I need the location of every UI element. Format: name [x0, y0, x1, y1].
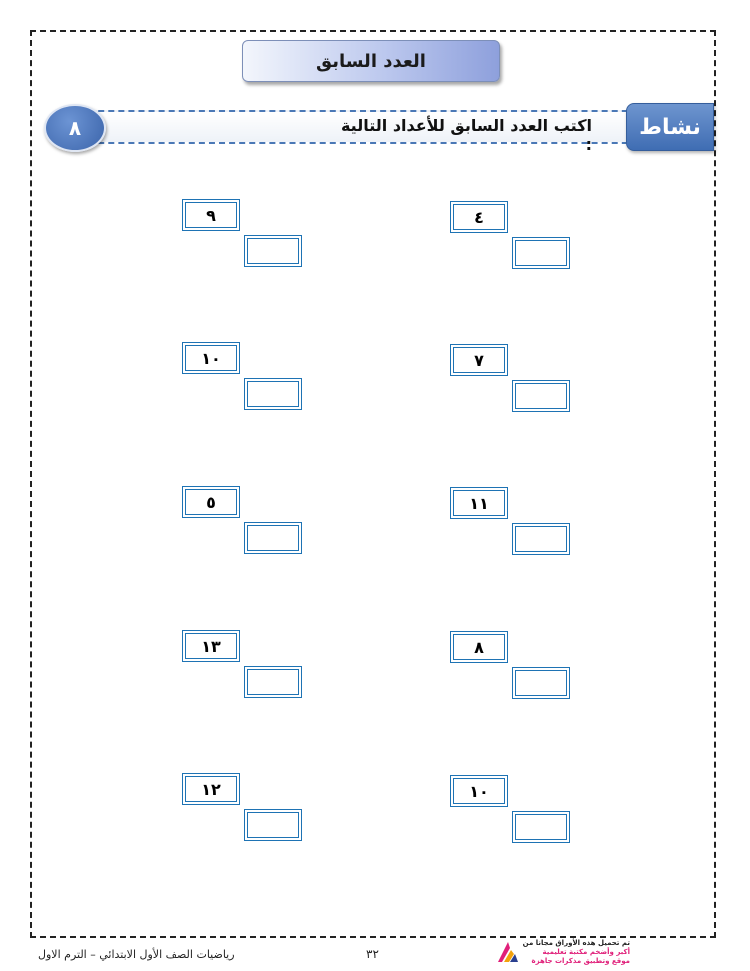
given-number-box [182, 630, 240, 662]
given-number-box [182, 486, 240, 518]
answer-box[interactable] [244, 666, 302, 698]
publisher-logo-icon [498, 940, 518, 964]
answer-box[interactable] [512, 811, 570, 843]
exercise-item [450, 487, 578, 557]
given-number-box [182, 773, 240, 805]
exercise-item [450, 344, 578, 414]
given-number-box [450, 775, 508, 807]
given-number: ١٠ [469, 781, 489, 801]
exercise-item [450, 775, 578, 845]
answer-box[interactable] [244, 378, 302, 410]
given-number: ١١ [469, 493, 489, 513]
given-number: ١٢ [201, 779, 221, 799]
publisher-logo-text [518, 939, 630, 966]
activity-tab: نشاط [626, 103, 714, 151]
given-number-box [182, 342, 240, 374]
page-number: ٣٢ [366, 947, 379, 961]
answer-box[interactable] [512, 237, 570, 269]
given-number: ٧ [474, 350, 484, 370]
instruction-text: اكتب العدد السابق للأعداد التالية : [340, 116, 592, 154]
given-number: ٩ [206, 205, 216, 225]
exercise-item [182, 199, 310, 269]
page-border [30, 30, 716, 938]
answer-box[interactable] [512, 667, 570, 699]
logo-line: موقع وتطبيق مذكرات جاهزة [531, 957, 630, 965]
footer-subject: رياضيات الصف الأول الابتدائي – الترم الاول [38, 948, 235, 961]
answer-box[interactable] [512, 380, 570, 412]
answer-box[interactable] [244, 522, 302, 554]
exercise-item [182, 773, 310, 843]
answer-box[interactable] [244, 235, 302, 267]
exercise-item [450, 631, 578, 701]
given-number: ١٠ [201, 348, 221, 368]
exercise-item [182, 342, 310, 412]
activity-number-badge: ٨ [44, 104, 106, 152]
logo-line: أكبر وأضخم مكتبة تعليمية [542, 948, 630, 956]
logo-line: تم تحميل هذه الأوراق مجانا من [522, 939, 630, 947]
given-number: ٥ [206, 492, 216, 512]
exercise-item [182, 630, 310, 700]
lesson-title: العدد السابق [242, 40, 500, 82]
given-number-box [450, 344, 508, 376]
given-number-box [450, 201, 508, 233]
given-number-box [450, 487, 508, 519]
answer-box[interactable] [512, 523, 570, 555]
given-number: ١٣ [201, 636, 221, 656]
given-number: ٤ [474, 207, 484, 227]
given-number-box [182, 199, 240, 231]
exercise-item [450, 201, 578, 271]
given-number: ٨ [474, 637, 484, 657]
exercise-item [182, 486, 310, 556]
answer-box[interactable] [244, 809, 302, 841]
given-number-box [450, 631, 508, 663]
